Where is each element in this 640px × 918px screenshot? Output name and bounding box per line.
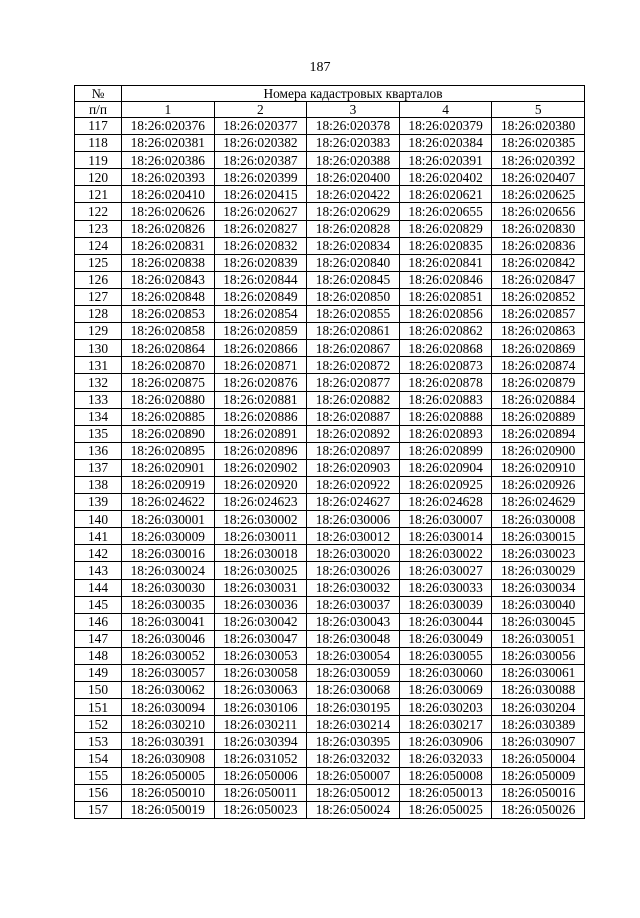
row-number: 120 xyxy=(75,169,122,186)
cadastral-quarter-number: 18:26:020829 xyxy=(399,220,492,237)
cadastral-quarter-number: 18:26:020388 xyxy=(307,152,400,169)
cadastral-quarter-number: 18:26:020836 xyxy=(492,237,585,254)
cadastral-quarter-number: 18:26:030032 xyxy=(307,579,400,596)
cadastral-quarter-number: 18:26:020919 xyxy=(122,476,215,493)
cadastral-quarter-number: 18:26:030908 xyxy=(122,750,215,767)
cadastral-quarter-number: 18:26:030047 xyxy=(214,630,307,647)
table-row xyxy=(75,528,585,545)
cadastral-quarter-number: 18:26:030036 xyxy=(214,596,307,613)
cadastral-quarter-number: 18:26:020873 xyxy=(399,357,492,374)
row-number: 144 xyxy=(75,579,122,596)
table-row xyxy=(75,801,585,818)
table-row xyxy=(75,545,585,562)
table-row xyxy=(75,306,585,323)
cadastral-quarter-number: 18:26:030053 xyxy=(214,647,307,664)
table-row xyxy=(75,562,585,579)
table-row xyxy=(75,425,585,442)
cadastral-quarter-number: 18:26:020879 xyxy=(492,374,585,391)
cadastral-quarter-number: 18:26:020874 xyxy=(492,357,585,374)
cadastral-quarter-number: 18:26:030203 xyxy=(399,699,492,716)
cadastral-quarter-number: 18:26:030389 xyxy=(492,716,585,733)
cadastral-quarter-number: 18:26:030007 xyxy=(399,511,492,528)
cadastral-quarter-number: 18:26:024628 xyxy=(399,494,492,511)
cadastral-quarter-number: 18:26:020656 xyxy=(492,203,585,220)
cadastral-quarter-number: 18:26:030041 xyxy=(122,613,215,630)
cadastral-quarter-number: 18:26:020383 xyxy=(307,135,400,152)
cadastral-quarter-number: 18:26:024627 xyxy=(307,494,400,511)
row-number: 128 xyxy=(75,306,122,323)
cadastral-quarter-number: 18:26:050024 xyxy=(307,801,400,818)
header-pp: п/п xyxy=(75,102,122,118)
row-number: 138 xyxy=(75,476,122,493)
row-number: 148 xyxy=(75,647,122,664)
column-number: 5 xyxy=(492,102,585,118)
cadastral-quarter-number: 18:26:030088 xyxy=(492,682,585,699)
row-number: 155 xyxy=(75,767,122,784)
cadastral-quarter-number: 18:26:020904 xyxy=(399,459,492,476)
row-number: 135 xyxy=(75,425,122,442)
cadastral-quarter-number: 18:26:030204 xyxy=(492,699,585,716)
cadastral-quarter-number: 18:26:020910 xyxy=(492,459,585,476)
cadastral-quarter-number: 18:26:020893 xyxy=(399,425,492,442)
cadastral-quarter-number: 18:26:020853 xyxy=(122,306,215,323)
cadastral-quarter-number: 18:26:024622 xyxy=(122,494,215,511)
cadastral-quarter-number: 18:26:030045 xyxy=(492,613,585,630)
cadastral-quarter-number: 18:26:020881 xyxy=(214,391,307,408)
cadastral-quarter-number: 18:26:030002 xyxy=(214,511,307,528)
cadastral-quarter-number: 18:26:020891 xyxy=(214,425,307,442)
cadastral-quarter-number: 18:26:020870 xyxy=(122,357,215,374)
cadastral-quarter-number: 18:26:020894 xyxy=(492,425,585,442)
row-number: 145 xyxy=(75,596,122,613)
table-row xyxy=(75,152,585,169)
cadastral-quarter-number: 18:26:020840 xyxy=(307,254,400,271)
row-number: 143 xyxy=(75,562,122,579)
cadastral-quarter-number: 18:26:020899 xyxy=(399,442,492,459)
cadastral-quarter-number: 18:26:020869 xyxy=(492,340,585,357)
cadastral-quarter-number: 18:26:030056 xyxy=(492,647,585,664)
cadastral-quarter-number: 18:26:020835 xyxy=(399,237,492,254)
cadastral-quarter-number: 18:26:020889 xyxy=(492,408,585,425)
table-row xyxy=(75,630,585,647)
cadastral-quarter-number: 18:26:020844 xyxy=(214,271,307,288)
cadastral-quarter-number: 18:26:024623 xyxy=(214,494,307,511)
cadastral-quarter-number: 18:26:050011 xyxy=(214,784,307,801)
table-body xyxy=(75,118,585,819)
cadastral-quarter-number: 18:26:030026 xyxy=(307,562,400,579)
cadastral-quarter-number: 18:26:020826 xyxy=(122,220,215,237)
cadastral-quarter-number: 18:26:020400 xyxy=(307,169,400,186)
cadastral-quarter-number: 18:26:020925 xyxy=(399,476,492,493)
cadastral-quarter-number: 18:26:020876 xyxy=(214,374,307,391)
cadastral-quarter-number: 18:26:020897 xyxy=(307,442,400,459)
row-number: 151 xyxy=(75,699,122,716)
cadastral-quarter-number: 18:26:030035 xyxy=(122,596,215,613)
row-number: 134 xyxy=(75,408,122,425)
cadastral-quarter-number: 18:26:020629 xyxy=(307,203,400,220)
table-row xyxy=(75,442,585,459)
table-row xyxy=(75,237,585,254)
cadastral-quarter-number: 18:26:020382 xyxy=(214,135,307,152)
cadastral-quarter-number: 18:26:030042 xyxy=(214,613,307,630)
row-number: 133 xyxy=(75,391,122,408)
cadastral-quarter-number: 18:26:030069 xyxy=(399,682,492,699)
cadastral-quarter-number: 18:26:020878 xyxy=(399,374,492,391)
cadastral-quarter-number: 18:26:020377 xyxy=(214,118,307,135)
cadastral-quarter-number: 18:26:030062 xyxy=(122,682,215,699)
table-row xyxy=(75,288,585,305)
table-row xyxy=(75,665,585,682)
row-number: 153 xyxy=(75,733,122,750)
table-row xyxy=(75,579,585,596)
cadastral-quarter-number: 18:26:020886 xyxy=(214,408,307,425)
row-number: 131 xyxy=(75,357,122,374)
table-row xyxy=(75,340,585,357)
cadastral-quarter-number: 18:26:020862 xyxy=(399,323,492,340)
cadastral-quarter-number: 18:26:020872 xyxy=(307,357,400,374)
cadastral-quarter-number: 18:26:020839 xyxy=(214,254,307,271)
table-row xyxy=(75,220,585,237)
cadastral-quarter-number: 18:26:030037 xyxy=(307,596,400,613)
cadastral-quarter-number: 18:26:020883 xyxy=(399,391,492,408)
cadastral-quarter-number: 18:26:020846 xyxy=(399,271,492,288)
cadastral-quarter-number: 18:26:020858 xyxy=(122,323,215,340)
cadastral-quarter-number: 18:26:020896 xyxy=(214,442,307,459)
table-row xyxy=(75,613,585,630)
table-row xyxy=(75,135,585,152)
cadastral-quarter-number: 18:26:020926 xyxy=(492,476,585,493)
cadastral-quarter-number: 18:26:020890 xyxy=(122,425,215,442)
cadastral-quarter-number: 18:26:020376 xyxy=(122,118,215,135)
table-row xyxy=(75,716,585,733)
table-row xyxy=(75,186,585,203)
cadastral-quarter-number: 18:26:050016 xyxy=(492,784,585,801)
row-number: 121 xyxy=(75,186,122,203)
cadastral-quarter-number: 18:26:020845 xyxy=(307,271,400,288)
row-number: 146 xyxy=(75,613,122,630)
cadastral-quarter-number: 18:26:050004 xyxy=(492,750,585,767)
cadastral-quarter-number: 18:26:020868 xyxy=(399,340,492,357)
row-number: 132 xyxy=(75,374,122,391)
table-row xyxy=(75,750,585,767)
cadastral-quarter-number: 18:26:020867 xyxy=(307,340,400,357)
cadastral-quarter-number: 18:26:020422 xyxy=(307,186,400,203)
cadastral-quarter-number: 18:26:030029 xyxy=(492,562,585,579)
row-number: 118 xyxy=(75,135,122,152)
column-number: 3 xyxy=(307,102,400,118)
cadastral-quarter-number: 18:26:030391 xyxy=(122,733,215,750)
row-number: 119 xyxy=(75,152,122,169)
cadastral-quarter-number: 18:26:030027 xyxy=(399,562,492,579)
cadastral-quarter-number: 18:26:030059 xyxy=(307,665,400,682)
column-number: 1 xyxy=(122,102,215,118)
cadastral-quarter-number: 18:26:020621 xyxy=(399,186,492,203)
cadastral-quarter-number: 18:26:020834 xyxy=(307,237,400,254)
cadastral-quarter-number: 18:26:030211 xyxy=(214,716,307,733)
cadastral-quarter-number: 18:26:030054 xyxy=(307,647,400,664)
cadastral-quarter-number: 18:26:030394 xyxy=(214,733,307,750)
cadastral-quarter-number: 18:26:030024 xyxy=(122,562,215,579)
row-number: 140 xyxy=(75,511,122,528)
row-number: 157 xyxy=(75,801,122,818)
cadastral-quarter-number: 18:26:030009 xyxy=(122,528,215,545)
cadastral-quarter-number: 18:26:020391 xyxy=(399,152,492,169)
cadastral-quarter-number: 18:26:020399 xyxy=(214,169,307,186)
cadastral-quarter-number: 18:26:020888 xyxy=(399,408,492,425)
row-number: 125 xyxy=(75,254,122,271)
cadastral-quarter-number: 18:26:020847 xyxy=(492,271,585,288)
cadastral-quarter-number: 18:26:020838 xyxy=(122,254,215,271)
cadastral-quarter-number: 18:26:020843 xyxy=(122,271,215,288)
cadastral-quarter-number: 18:26:050010 xyxy=(122,784,215,801)
cadastral-quarter-number: 18:26:020851 xyxy=(399,288,492,305)
table-row xyxy=(75,647,585,664)
cadastral-quarter-number: 18:26:030214 xyxy=(307,716,400,733)
cadastral-quarter-number: 18:26:020385 xyxy=(492,135,585,152)
cadastral-quarter-number: 18:26:020861 xyxy=(307,323,400,340)
table-row xyxy=(75,733,585,750)
table-row xyxy=(75,391,585,408)
row-number: 156 xyxy=(75,784,122,801)
cadastral-quarter-number: 18:26:030040 xyxy=(492,596,585,613)
cadastral-quarter-number: 18:26:050008 xyxy=(399,767,492,784)
table-row xyxy=(75,699,585,716)
row-number: 147 xyxy=(75,630,122,647)
cadastral-quarter-number: 18:26:030051 xyxy=(492,630,585,647)
cadastral-quarter-number: 18:26:030055 xyxy=(399,647,492,664)
table-row xyxy=(75,357,585,374)
cadastral-quarter-number: 18:26:020379 xyxy=(399,118,492,135)
row-number: 123 xyxy=(75,220,122,237)
cadastral-quarter-number: 18:26:020871 xyxy=(214,357,307,374)
row-number: 126 xyxy=(75,271,122,288)
cadastral-quarter-number: 18:26:030039 xyxy=(399,596,492,613)
row-number: 127 xyxy=(75,288,122,305)
column-number: 2 xyxy=(214,102,307,118)
row-number: 152 xyxy=(75,716,122,733)
cadastral-quarter-number: 18:26:030210 xyxy=(122,716,215,733)
table-row xyxy=(75,511,585,528)
row-number: 130 xyxy=(75,340,122,357)
cadastral-quarter-number: 18:26:020384 xyxy=(399,135,492,152)
table-row xyxy=(75,784,585,801)
cadastral-quarter-number: 18:26:020830 xyxy=(492,220,585,237)
cadastral-quarter-number: 18:26:020920 xyxy=(214,476,307,493)
page-number: 187 xyxy=(309,60,331,75)
table-row xyxy=(75,767,585,784)
cadastral-quarter-number: 18:26:030906 xyxy=(399,733,492,750)
cadastral-quarter-number: 18:26:030046 xyxy=(122,630,215,647)
cadastral-quarter-number: 18:26:020627 xyxy=(214,203,307,220)
cadastral-quarter-number: 18:26:030058 xyxy=(214,665,307,682)
cadastral-quarter-number: 18:26:030015 xyxy=(492,528,585,545)
cadastral-quarter-number: 18:26:020884 xyxy=(492,391,585,408)
table-row xyxy=(75,203,585,220)
cadastral-quarter-number: 18:26:020655 xyxy=(399,203,492,220)
cadastral-quarter-number: 18:26:030061 xyxy=(492,665,585,682)
table-row xyxy=(75,374,585,391)
cadastral-quarter-number: 18:26:020842 xyxy=(492,254,585,271)
cadastral-quarter-number: 18:26:030014 xyxy=(399,528,492,545)
cadastral-quarter-number: 18:26:050009 xyxy=(492,767,585,784)
cadastral-quarter-number: 18:26:030068 xyxy=(307,682,400,699)
cadastral-quarter-number: 18:26:020880 xyxy=(122,391,215,408)
cadastral-quarter-number: 18:26:050013 xyxy=(399,784,492,801)
cadastral-quarter-number: 18:26:030907 xyxy=(492,733,585,750)
cadastral-quarter-number: 18:26:020900 xyxy=(492,442,585,459)
cadastral-quarter-number: 18:26:030044 xyxy=(399,613,492,630)
cadastral-quarter-number: 18:26:050023 xyxy=(214,801,307,818)
cadastral-quarter-number: 18:26:020831 xyxy=(122,237,215,254)
row-number: 122 xyxy=(75,203,122,220)
table-row xyxy=(75,271,585,288)
cadastral-quarter-number: 18:26:030057 xyxy=(122,665,215,682)
row-number: 137 xyxy=(75,459,122,476)
cadastral-quarter-number: 18:26:020850 xyxy=(307,288,400,305)
cadastral-quarter-number: 18:26:020885 xyxy=(122,408,215,425)
table-row xyxy=(75,254,585,271)
table-row xyxy=(75,323,585,340)
cadastral-quarter-number: 18:26:020856 xyxy=(399,306,492,323)
cadastral-quarter-number: 18:26:020887 xyxy=(307,408,400,425)
row-number: 129 xyxy=(75,323,122,340)
cadastral-quarter-number: 18:26:030018 xyxy=(214,545,307,562)
table-row xyxy=(75,476,585,493)
cadastral-quarter-number: 18:26:020402 xyxy=(399,169,492,186)
cadastral-quarter-number: 18:26:020392 xyxy=(492,152,585,169)
cadastral-quarter-number: 18:26:031052 xyxy=(214,750,307,767)
cadastral-quarter-number: 18:26:020882 xyxy=(307,391,400,408)
cadastral-quarter-number: 18:26:030195 xyxy=(307,699,400,716)
table-row xyxy=(75,596,585,613)
cadastral-quarters-table xyxy=(74,85,585,819)
cadastral-quarter-number: 18:26:020854 xyxy=(214,306,307,323)
cadastral-quarter-number: 18:26:020922 xyxy=(307,476,400,493)
table-row xyxy=(75,169,585,186)
cadastral-quarter-number: 18:26:020901 xyxy=(122,459,215,476)
cadastral-quarter-number: 18:26:030025 xyxy=(214,562,307,579)
cadastral-quarter-number: 18:26:050019 xyxy=(122,801,215,818)
cadastral-quarter-number: 18:26:030106 xyxy=(214,699,307,716)
cadastral-quarter-number: 18:26:020863 xyxy=(492,323,585,340)
cadastral-quarter-number: 18:26:032032 xyxy=(307,750,400,767)
row-number: 150 xyxy=(75,682,122,699)
cadastral-quarter-number: 18:26:020415 xyxy=(214,186,307,203)
row-number: 141 xyxy=(75,528,122,545)
cadastral-quarter-number: 18:26:020827 xyxy=(214,220,307,237)
cadastral-quarter-number: 18:26:032033 xyxy=(399,750,492,767)
cadastral-quarter-number: 18:26:030049 xyxy=(399,630,492,647)
cadastral-quarter-number: 18:26:020849 xyxy=(214,288,307,305)
cadastral-quarter-number: 18:26:030012 xyxy=(307,528,400,545)
cadastral-quarter-number: 18:26:020381 xyxy=(122,135,215,152)
cadastral-quarter-number: 18:26:030395 xyxy=(307,733,400,750)
cadastral-quarter-number: 18:26:030020 xyxy=(307,545,400,562)
header-number-sign: № xyxy=(75,86,122,102)
cadastral-quarter-number: 18:26:030011 xyxy=(214,528,307,545)
cadastral-quarter-number: 18:26:020875 xyxy=(122,374,215,391)
cadastral-quarter-number: 18:26:020380 xyxy=(492,118,585,135)
cadastral-quarter-number: 18:26:030217 xyxy=(399,716,492,733)
row-number: 142 xyxy=(75,545,122,562)
cadastral-quarter-number: 18:26:050007 xyxy=(307,767,400,784)
cadastral-quarter-number: 18:26:030022 xyxy=(399,545,492,562)
cadastral-quarter-number: 18:26:020855 xyxy=(307,306,400,323)
cadastral-quarter-number: 18:26:050026 xyxy=(492,801,585,818)
table-row xyxy=(75,118,585,135)
cadastral-quarter-number: 18:26:020832 xyxy=(214,237,307,254)
row-number: 139 xyxy=(75,494,122,511)
cadastral-quarter-number: 18:26:020857 xyxy=(492,306,585,323)
cadastral-quarter-number: 18:26:020859 xyxy=(214,323,307,340)
cadastral-quarter-number: 18:26:024629 xyxy=(492,494,585,511)
cadastral-quarter-number: 18:26:020828 xyxy=(307,220,400,237)
cadastral-quarter-number: 18:26:030030 xyxy=(122,579,215,596)
cadastral-quarter-number: 18:26:030048 xyxy=(307,630,400,647)
cadastral-quarter-number: 18:26:020626 xyxy=(122,203,215,220)
header-cadastral-quarters: Номера кадастровых кварталов xyxy=(122,86,585,102)
cadastral-quarter-number: 18:26:030060 xyxy=(399,665,492,682)
row-number: 136 xyxy=(75,442,122,459)
cadastral-quarter-number: 18:26:050006 xyxy=(214,767,307,784)
row-number: 149 xyxy=(75,665,122,682)
cadastral-quarter-number: 18:26:020866 xyxy=(214,340,307,357)
cadastral-quarter-number: 18:26:020387 xyxy=(214,152,307,169)
cadastral-quarter-number: 18:26:030094 xyxy=(122,699,215,716)
cadastral-quarter-number: 18:26:030001 xyxy=(122,511,215,528)
cadastral-quarter-number: 18:26:020895 xyxy=(122,442,215,459)
table-row xyxy=(75,408,585,425)
cadastral-quarter-number: 18:26:030006 xyxy=(307,511,400,528)
row-number: 124 xyxy=(75,237,122,254)
column-number: 4 xyxy=(399,102,492,118)
cadastral-quarter-number: 18:26:030031 xyxy=(214,579,307,596)
cadastral-quarter-number: 18:26:050005 xyxy=(122,767,215,784)
cadastral-quarter-number: 18:26:030063 xyxy=(214,682,307,699)
cadastral-quarter-number: 18:26:030034 xyxy=(492,579,585,596)
cadastral-quarter-number: 18:26:030023 xyxy=(492,545,585,562)
cadastral-quarter-number: 18:26:030052 xyxy=(122,647,215,664)
cadastral-quarter-number: 18:26:020852 xyxy=(492,288,585,305)
cadastral-quarter-number: 18:26:020378 xyxy=(307,118,400,135)
cadastral-quarter-number: 18:26:020410 xyxy=(122,186,215,203)
cadastral-quarter-number: 18:26:030033 xyxy=(399,579,492,596)
cadastral-quarter-number: 18:26:020902 xyxy=(214,459,307,476)
cadastral-quarter-number: 18:26:020386 xyxy=(122,152,215,169)
cadastral-quarter-number: 18:26:020841 xyxy=(399,254,492,271)
cadastral-quarter-number: 18:26:020892 xyxy=(307,425,400,442)
cadastral-quarter-number: 18:26:020877 xyxy=(307,374,400,391)
cadastral-quarter-number: 18:26:020393 xyxy=(122,169,215,186)
row-number: 117 xyxy=(75,118,122,135)
table-row xyxy=(75,459,585,476)
cadastral-quarter-number: 18:26:020848 xyxy=(122,288,215,305)
cadastral-quarter-number: 18:26:020407 xyxy=(492,169,585,186)
table-row xyxy=(75,494,585,511)
cadastral-quarter-number: 18:26:050025 xyxy=(399,801,492,818)
table-row xyxy=(75,682,585,699)
cadastral-quarter-number: 18:26:020903 xyxy=(307,459,400,476)
cadastral-quarter-number: 18:26:030016 xyxy=(122,545,215,562)
cadastral-quarter-number: 18:26:020625 xyxy=(492,186,585,203)
row-number: 154 xyxy=(75,750,122,767)
cadastral-quarter-number: 18:26:020864 xyxy=(122,340,215,357)
cadastral-quarter-number: 18:26:050012 xyxy=(307,784,400,801)
cadastral-quarter-number: 18:26:030008 xyxy=(492,511,585,528)
cadastral-quarter-number: 18:26:030043 xyxy=(307,613,400,630)
